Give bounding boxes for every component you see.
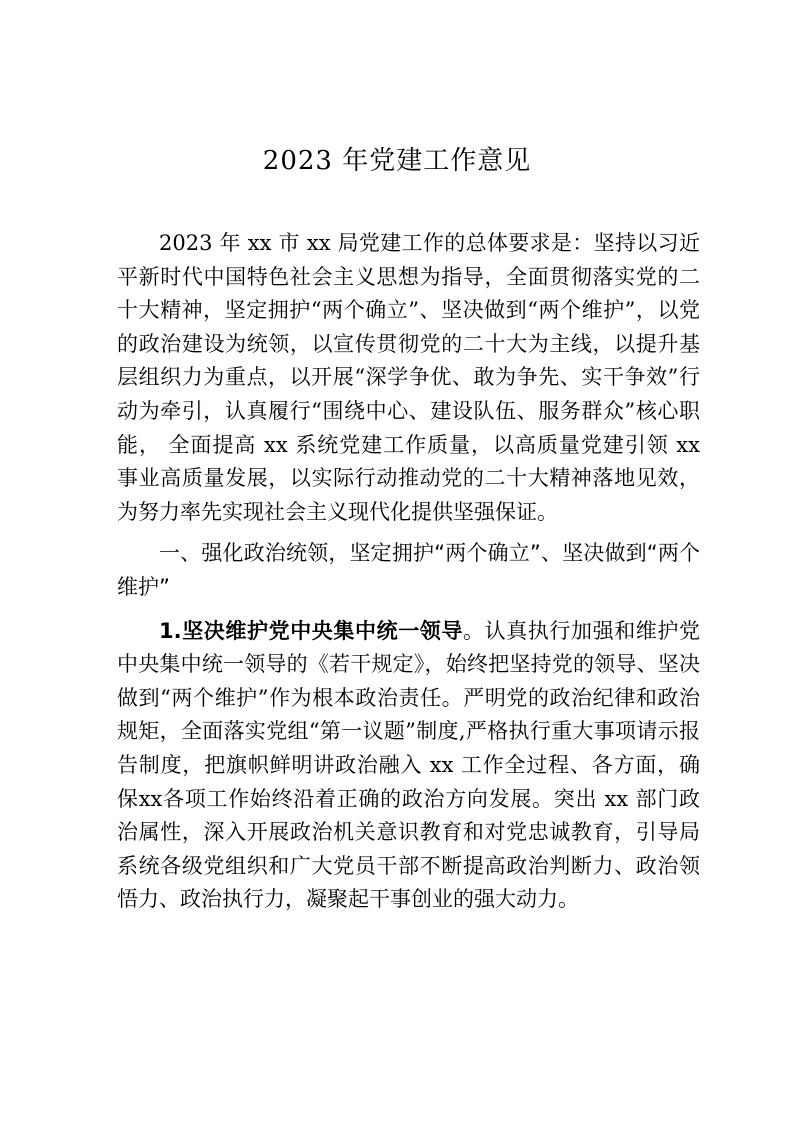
spacer [117, 605, 700, 615]
intro-paragraph: 2023 年 xx 市 xx 局党建工作的总体要求是：坚持以习近平新时代中国特色社会主义思想为指导，全面贯彻落实党的二十大精神，坚定拥护“两个确立”、坚决做到“两个维护”，以党的政治建设为统领，以宣传贯彻党的二十大为主线，以提升基层组织力为重点，以开展“深学争优、敢为争先、实干争效”行动为牵引，认真履行“围绕中心、建设队伍、服务群众”核心职能， 全面提高 xx 系统党建工作质量，以高质量党建引领 xx 事业高质量发展，以实际行动推动党的二十大精神落地见效，为努力率先实现社会主义现代化提供坚强保证。 [117, 231, 700, 524]
document-title: 2023 年党建工作意见 [262, 146, 532, 176]
item-1-lead: 1.坚决维护党中央集中统一领导 [159, 618, 463, 643]
document-body [117, 227, 700, 917]
spacer [117, 529, 700, 537]
item-1-body: 。认真执行加强和维护党中央集中统一领导的《若干规定》，始终把坚持党的领导、坚决做到“两个维护”作为根本政治责任。严明党的政治纪律和政治规矩，全面落实党组“第一议题”制度,严格执行重大事项请示报告制度，把旗帜鲜明讲政治融入 xx 工作全过程、各方面，确保xx各项工作始终沿着正确的政治方向发展。突出 xx 部门政治属性，深入开展政治机关意识教育和对党忠诚教育，引导局系统各级党组织和广大党员干部不断提高政治判断力、政治领悟力、政治执行力，凝聚起干事创业的强大动力。 [117, 618, 701, 912]
section-1-heading: 一、强化政治统领，坚定拥护“两个确立”、坚决做到“两个维护” [117, 541, 700, 599]
item-1-paragraph [117, 615, 700, 917]
